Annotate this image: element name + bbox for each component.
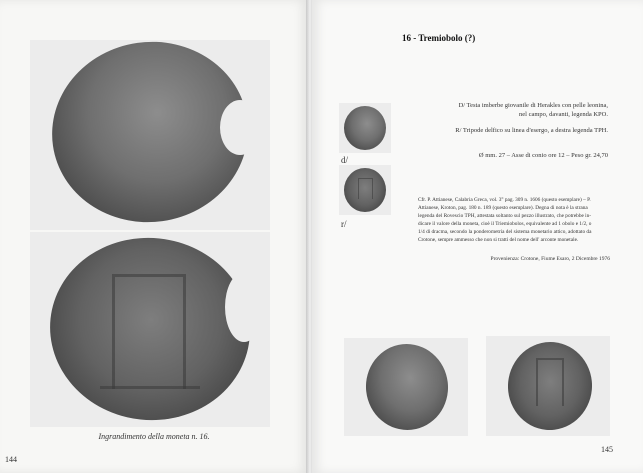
measurements: Ø mm. 27 – Asse di conio ore 12 – Peso gr. 24,70	[478, 152, 608, 159]
coin-edge-chip	[225, 272, 263, 342]
reverse-bottom-photo	[486, 336, 610, 436]
reverse-label: r/	[341, 219, 347, 229]
obverse-small-photo	[339, 103, 391, 153]
obverse-bottom-coin	[362, 340, 453, 434]
text-line: Crotone, sempre ammesso che non si tratti del nome dell' arconte monetale.	[418, 237, 579, 243]
provenance: Provenienza: Crotone, Fiume Esaro, 2 Dicembre 1976	[490, 256, 610, 262]
text-line: D/ Testa imberbe giovanile di Herakles con pelle leonina,	[458, 102, 608, 109]
reverse-enlarged-photo	[30, 232, 270, 427]
page-number-right: 145	[601, 445, 613, 454]
coin-title: 16 - Tremiobolo (?)	[402, 33, 476, 43]
coin-edge-chip	[220, 100, 260, 155]
reference-notes	[418, 196, 610, 244]
text-line: Attianese, Kroton, pag. 180 n. 189 (questo esemplare). Degna di nota è la strana	[418, 205, 588, 211]
obverse-label: d/	[341, 155, 349, 165]
left-page	[0, 0, 308, 473]
page-number-left: 144	[5, 455, 17, 464]
reverse-description: R/ Tripode delfico su linea d'esergo, a destra legenda TPH.	[455, 127, 608, 134]
obverse-small-coin	[344, 106, 386, 150]
tripod-relief	[112, 274, 186, 389]
text-line: nel campo, davanti, legenda KPO.	[519, 111, 608, 118]
text-line: legenda del Rovescio TPH, attestata soltanto sul pezzo illustrato, che potrebbe in-	[418, 213, 592, 219]
tripod-relief	[536, 358, 564, 406]
exergue-line	[100, 386, 200, 389]
obverse-bottom-photo	[344, 338, 468, 436]
obverse-enlarged-photo	[30, 40, 270, 230]
text-line: dicare il valore della moneta, cioè il Triemiobolos, equivalente ad 1 obolo e 1/2, o	[418, 221, 592, 227]
tripod-relief	[358, 178, 373, 199]
figure-caption: Ingrandimento della moneta n. 16.	[98, 432, 210, 441]
reverse-small-photo	[339, 165, 391, 215]
obverse-description	[400, 101, 608, 119]
text-line: 1/4 di dracma, secondo la ponderometria del sistema monetario attico, adottato da	[418, 229, 592, 235]
text-line: Cfr. P. Attianese, Calabria Greca, vol. 3° pag. 309 n. 1606 (questo esemplare) – P.	[418, 197, 591, 203]
